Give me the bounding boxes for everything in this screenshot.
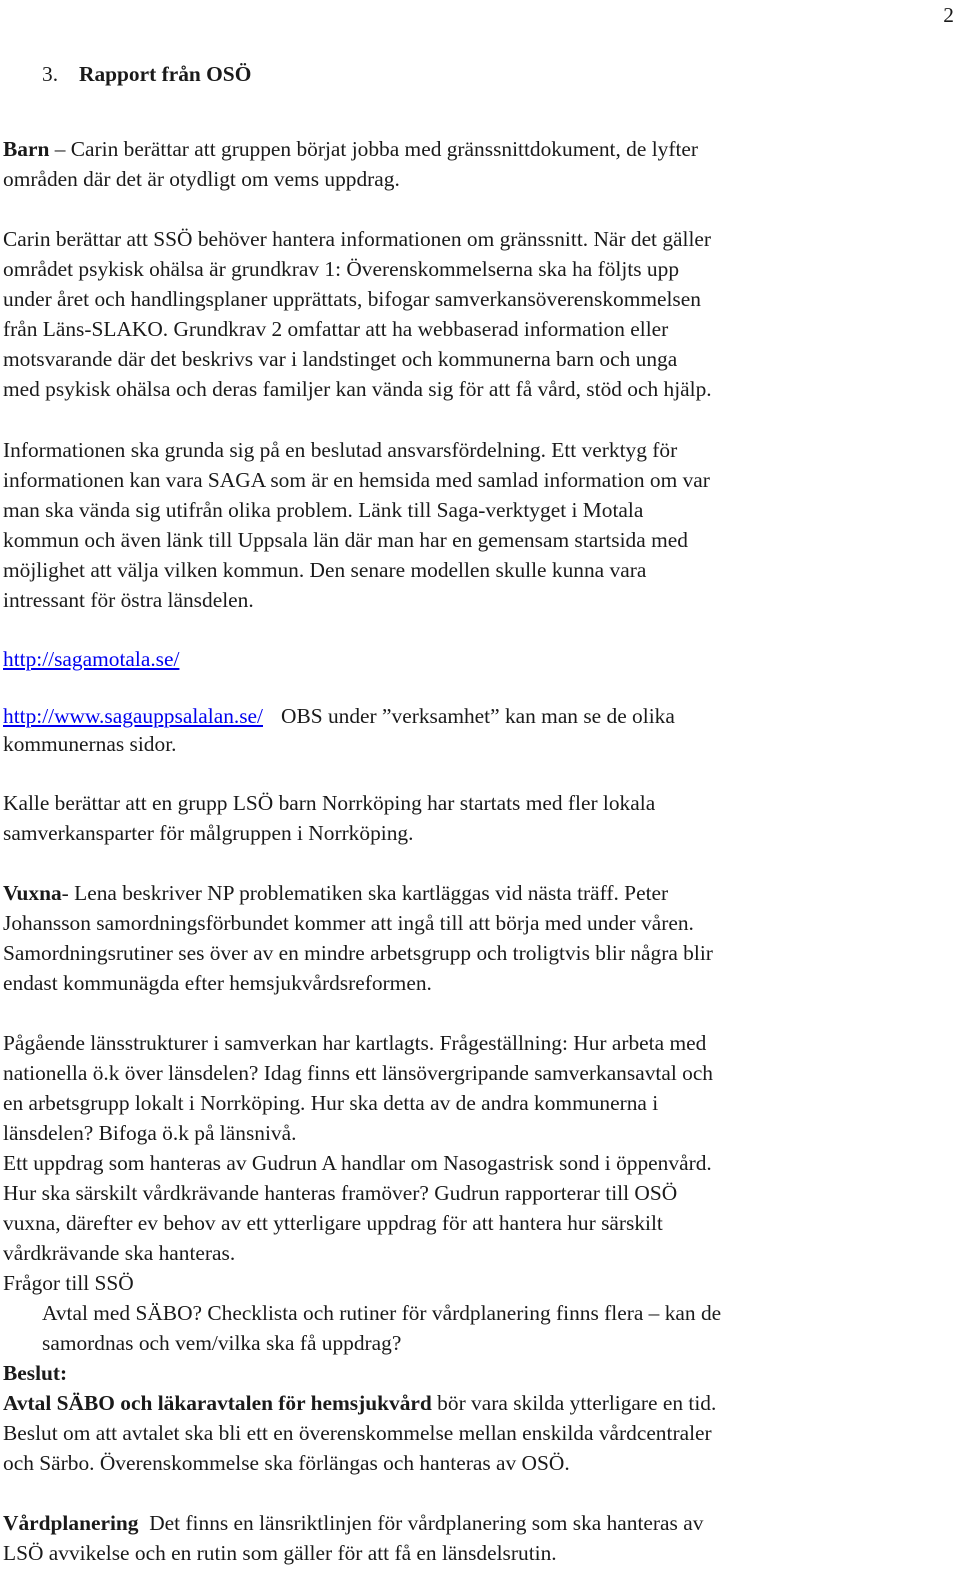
paragraph-line: från Läns-SLAKO. Grundkrav 2 omfattar att ha webbaserad information eller [3,317,669,341]
paragraph-line: Pågående länsstrukturer i samverkan har kartlagts. Frågeställning: Hur arbeta med [3,1031,707,1055]
paragraph-line: Hur ska särskilt vårdkrävande hanteras framöver? Gudrun rapporterar till OSÖ [3,1181,678,1205]
paragraph-line: intressant för östra länsdelen. [3,588,254,612]
paragraph-line: kommun och även länk till Uppsala län där man har en gemensam startsida med [3,528,688,552]
vuxna-label: Vuxna [3,881,62,905]
paragraph-line: Barn – Carin berättar att gruppen börjat jobba med gränssnittdokument, de lyfter [3,137,699,161]
paragraph-line: möjlighet att välja vilken kommun. Den senare modellen skulle kunna vara [3,558,647,582]
paragraph-line: under året och handlingsplaner upprättats, bifogar samverkansöverenskommelsen [3,287,701,311]
paragraph-line: kommunernas sidor. [3,732,177,756]
paragraph-line: Informationen ska grunda sig på en beslutad ansvarsfördelning. Ett verktyg för [3,438,678,462]
paragraph-line: Carin berättar att SSÖ behöver hantera informationen om gränssnitt. När det gäller [3,227,712,251]
paragraph-line: LSÖ avvikelse och en rutin som gäller för att få en länsdelsrutin. [3,1541,557,1565]
paragraph-line: Frågor till SSÖ [3,1271,134,1295]
beslut-bold: Avtal SÄBO och läkaravtalen för hemsjukvård [3,1391,432,1415]
paragraph-line: Beslut om att avtalet ska bli ett en överenskommelse mellan enskilda vårdcentraler [3,1421,712,1445]
indented-line: Avtal med SÄBO? Checklista och rutiner för vårdplanering finns flera – kan de [42,1301,722,1325]
section-number: 3. [42,62,59,86]
page-number: 2 [943,3,954,27]
section-heading [42,59,251,89]
vardplanering-label: Vårdplanering [3,1511,139,1535]
paragraph-line: nationella ö.k över länsdelen? Idag finns ett länsövergripande samverkansavtal och [3,1061,714,1085]
paragraph-line: och Särbo. Överenskommelse ska förlängas och hanteras av OSÖ. [3,1451,570,1475]
paragraph-line: man ska vända sig utifrån olika problem. Länk till Saga-verktyget i Motala [3,498,644,522]
paragraph-line: området psykisk ohälsa är grundkrav 1: Överenskommelserna ska ha följts upp [3,257,680,281]
paragraph-line: Vuxna- Lena beskriver NP problematiken ska kartläggas vid nästa träff. Peter [3,881,669,905]
paragraph-line: motsvarande där det beskrivs var i landstinget och kommunerna barn och unga [3,347,678,371]
barn-label: Barn [3,137,50,161]
section-title: Rapport från OSÖ [79,62,252,86]
paragraph-line: Johansson samordningsförbundet kommer att ingå till att börja med under våren. [3,911,694,935]
paragraph-line: Vårdplanering Det finns en länsriktlinjen för vårdplanering som ska hanteras av [3,1511,704,1535]
paragraph-line: vårdkrävande ska hanteras. [3,1241,236,1265]
paragraph-line: Ett uppdrag som hanteras av Gudrun A handlar om Nasogastrisk sond i öppenvård. [3,1151,712,1175]
paragraph-line: områden där det är otydligt om vems uppdrag. [3,167,400,191]
paragraph-line: informationen kan vara SAGA som är en hemsida med samlad information om var [3,468,710,492]
link-line [3,644,179,674]
saga-motala-link[interactable]: http://sagamotala.se/ [3,647,180,671]
uppsala-note: OBS under ”verksamhet” kan man se de olika [281,704,675,728]
paragraph-line: endast kommunägda efter hemsjukvårdsreformen. [3,971,432,995]
paragraph-line: en arbetsgrupp lokalt i Norrköping. Hur ska detta av de andra kommunerna i [3,1091,659,1115]
beslut-label: Beslut: [3,1361,68,1385]
paragraph-line: Avtal SÄBO och läkaravtalen för hemsjukvård bör vara skilda ytterligare en tid. [3,1391,717,1415]
paragraph-line: samverkansparter för målgruppen i Norrköping. [3,821,414,845]
link-line [3,701,675,731]
paragraph-line: Kalle berättar att en grupp LSÖ barn Norrköping har startats med fler lokala [3,791,656,815]
saga-uppsala-link[interactable]: http://www.sagauppsalalan.se/ [3,704,263,728]
paragraph-line: Samordningsrutiner ses över av en mindre arbetsgrupp och troligtvis blir några blir [3,941,713,965]
paragraph-line: länsdelen? Bifoga ö.k på länsnivå. [3,1121,297,1145]
indented-line: samordnas och vem/vilka ska få uppdrag? [42,1331,402,1355]
paragraph-line: med psykisk ohälsa och deras familjer kan vända sig för att få vård, stöd och hjälp. [3,377,712,401]
paragraph-line: vuxna, därefter ev behov av ett ytterligare uppdrag för att hantera hur särskilt [3,1211,663,1235]
